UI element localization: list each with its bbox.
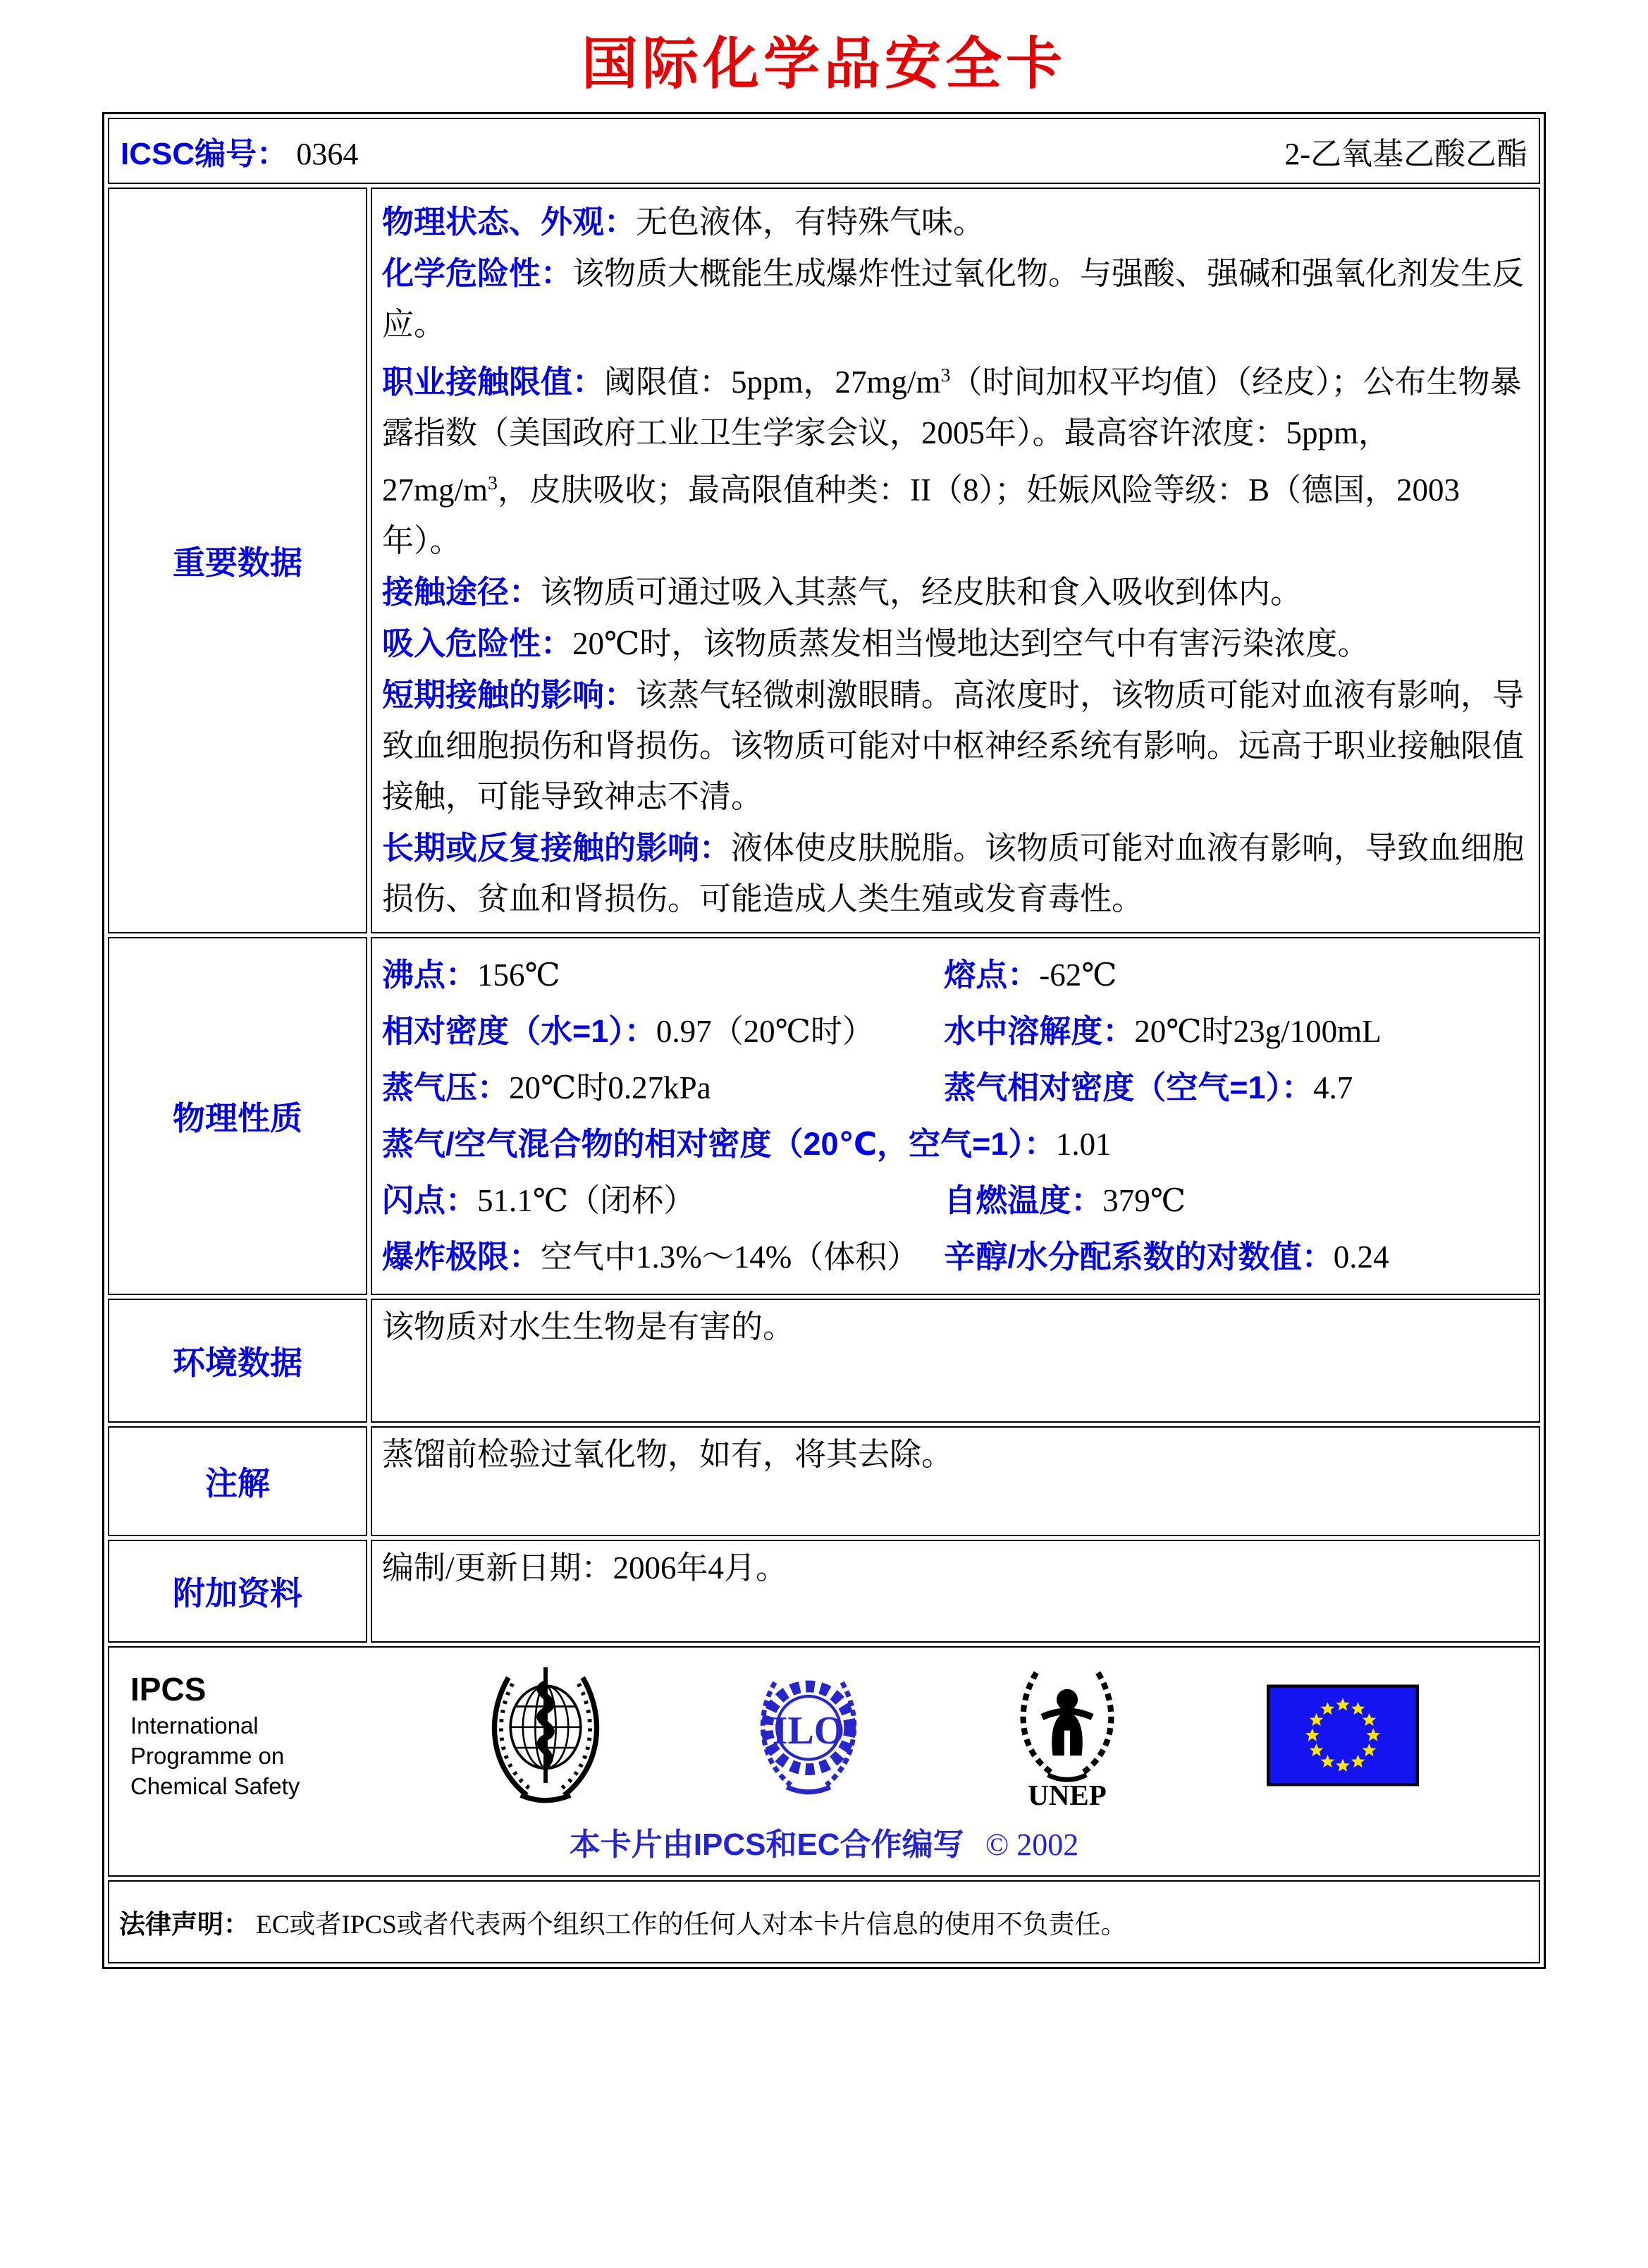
row-label-important-data: 重要数据 — [108, 188, 367, 933]
page-title: 国际化学品安全卡 — [582, 32, 1066, 95]
physical-property-item — [944, 1060, 1529, 1116]
property-value: 156℃ — [477, 957, 560, 993]
property-label: 相对密度（水=1）： — [382, 1013, 656, 1049]
important-data-line — [382, 567, 1529, 618]
icsc-number-value: 0364 — [296, 137, 359, 171]
legal-row — [108, 1880, 1540, 1963]
cooperation-text: 本卡片由IPCS和EC合作编写 — [569, 1827, 964, 1862]
property-value: 20℃时23g/100mL — [1134, 1014, 1382, 1049]
icsc-card-table — [102, 112, 1546, 1969]
field-value: 该蒸气轻微刺激眼睛。高浓度时，该物质可能对血液有影响，导致血细胞损伤和肾损伤。该物质可能对中枢神经系统有影响。远高于职业接触限值接触，可能导致神志不清。 — [382, 678, 1525, 814]
property-value: 20℃时0.27kPa — [509, 1070, 711, 1105]
environmental-data-text: 该物质对水生生物是有害的。 — [382, 1309, 795, 1344]
property-value: 0.24 — [1333, 1239, 1389, 1275]
property-label: 水中溶解度： — [944, 1013, 1135, 1049]
field-value: 无色液体，有特殊气味。 — [636, 204, 985, 240]
property-label: 蒸气压： — [382, 1069, 510, 1105]
field-value: 阈限值：5ppm，$27mg/m^3$（时间加权平均值）（经皮）；公布生物暴露指数（美国政府工业卫生学家会议，2005年）。最高容许浓度：5ppm，$27mg/m^3$，皮肤吸收；最高限值种类：II（8）；妊娠风险等级：B（德国，2003年）。 — [382, 364, 1522, 558]
logos-row — [108, 1646, 1540, 1877]
property-label: 沸点： — [382, 957, 478, 993]
property-value: 空气中1.3%～14%（体积） — [541, 1239, 919, 1275]
ipcs-subtitle-line2: Programme on — [130, 1742, 285, 1769]
legal-notice-label: 法律声明： — [119, 1910, 250, 1939]
property-value: 0.97（20℃时） — [656, 1014, 874, 1049]
field-label: 吸入危险性： — [382, 625, 573, 661]
physical-property-item — [944, 1172, 1529, 1229]
physical-property-item — [944, 1003, 1529, 1060]
property-value: 51.1℃（闭杯） — [477, 1183, 696, 1218]
important-data-lines — [382, 193, 1529, 928]
who-logo-icon — [484, 1663, 608, 1808]
environmental-data-row — [108, 1299, 1540, 1423]
important-data-line — [382, 618, 1529, 669]
ilo-letters: ILO — [772, 1708, 845, 1753]
eu-flag-icon — [1267, 1684, 1419, 1786]
field-value: 该物质可通过吸入其蒸气，经皮肤和食入吸收到体内。 — [541, 575, 1303, 610]
notes-text: 蒸馏前检验过氧化物，如有，将其去除。 — [382, 1437, 954, 1472]
field-label: 化学危险性： — [382, 255, 573, 291]
physical-property-item — [382, 1003, 944, 1060]
field-value: 该物质大概能生成爆炸性过氧化物。与强酸、强碱和强氧化剂发生反应。 — [382, 256, 1525, 342]
property-value: -62℃ — [1039, 957, 1117, 993]
property-label: 辛醇/水分配系数的对数值： — [944, 1239, 1334, 1275]
field-value: 液体使皮肤脱脂。该物质可能对血液有影响，导致血细胞损伤、贫血和肾损伤。可能造成人类生殖或发育毒性。 — [382, 830, 1525, 917]
additional-info-row — [108, 1540, 1540, 1643]
organization-logos — [123, 1660, 1525, 1808]
physical-property-item — [382, 1229, 944, 1285]
row-label-additional-info: 附加资料 — [108, 1540, 367, 1643]
physical-properties-grid — [382, 943, 1529, 1289]
property-value: 1.01 — [1055, 1127, 1112, 1162]
ilo-logo-icon — [749, 1667, 868, 1805]
header-row — [108, 118, 1540, 184]
property-label: 自燃温度： — [944, 1182, 1103, 1218]
row-label-physical-properties: 物理性质 — [108, 937, 367, 1295]
cooperation-line — [123, 1819, 1525, 1864]
property-label: 蒸气/空气混合物的相对密度（20℃，空气=1）： — [382, 1126, 1056, 1162]
field-label: 短期接触的影响： — [382, 677, 637, 713]
ipcs-subtitle-line1: International — [130, 1712, 259, 1739]
important-data-line — [382, 670, 1529, 822]
field-label: 接触途径： — [382, 574, 541, 610]
chemical-name: 2-乙氧基乙酸乙酯 — [1284, 137, 1527, 171]
physical-property-item — [944, 1229, 1529, 1285]
important-data-row — [108, 188, 1540, 933]
important-data-line — [382, 350, 1529, 566]
important-data-line — [382, 823, 1529, 924]
unep-caption: UNEP — [1028, 1778, 1107, 1808]
row-label-notes: 注解 — [108, 1426, 367, 1536]
physical-property-item — [382, 1116, 1529, 1172]
notes-row — [108, 1426, 1540, 1536]
physical-properties-row — [108, 937, 1540, 1295]
icsc-card-page — [0, 18, 1648, 1969]
property-label: 闪点： — [382, 1182, 478, 1218]
physical-property-item — [382, 947, 944, 1003]
icsc-number-group — [121, 128, 358, 173]
field-value: 20℃时，该物质蒸发相当慢地达到空气中有害污染浓度。 — [572, 626, 1370, 661]
important-data-line — [382, 197, 1529, 247]
property-label: 蒸气相对密度（空气=1）： — [944, 1069, 1314, 1105]
icsc-number-label: ICSC编号： — [121, 137, 288, 171]
ipcs-acronym: IPCS — [130, 1671, 207, 1708]
ipcs-subtitle-line3: Chemical Safety — [130, 1772, 300, 1799]
additional-info-text: 编制/更新日期：2006年4月。 — [382, 1550, 788, 1586]
field-label: 职业接触限值： — [382, 364, 605, 400]
property-value: 4.7 — [1313, 1070, 1353, 1105]
physical-property-item — [944, 947, 1529, 1003]
field-label: 物理状态、外观： — [382, 204, 637, 240]
legal-notice-text: EC或者IPCS或者代表两个组织工作的任何人对本卡片信息的使用不负责任。 — [256, 1911, 1127, 1939]
row-label-environmental-data: 环境数据 — [108, 1299, 367, 1423]
copyright-text: © 2002 — [985, 1827, 1079, 1862]
property-value: 379℃ — [1102, 1183, 1186, 1218]
physical-property-item — [382, 1060, 944, 1116]
unep-logo-icon — [1009, 1663, 1125, 1808]
property-label: 熔点： — [944, 957, 1040, 993]
important-data-line — [382, 248, 1529, 350]
ipcs-text-block — [130, 1669, 342, 1801]
physical-property-item — [382, 1172, 944, 1229]
field-label: 长期或反复接触的影响： — [382, 830, 732, 866]
property-label: 爆炸极限： — [382, 1239, 541, 1275]
